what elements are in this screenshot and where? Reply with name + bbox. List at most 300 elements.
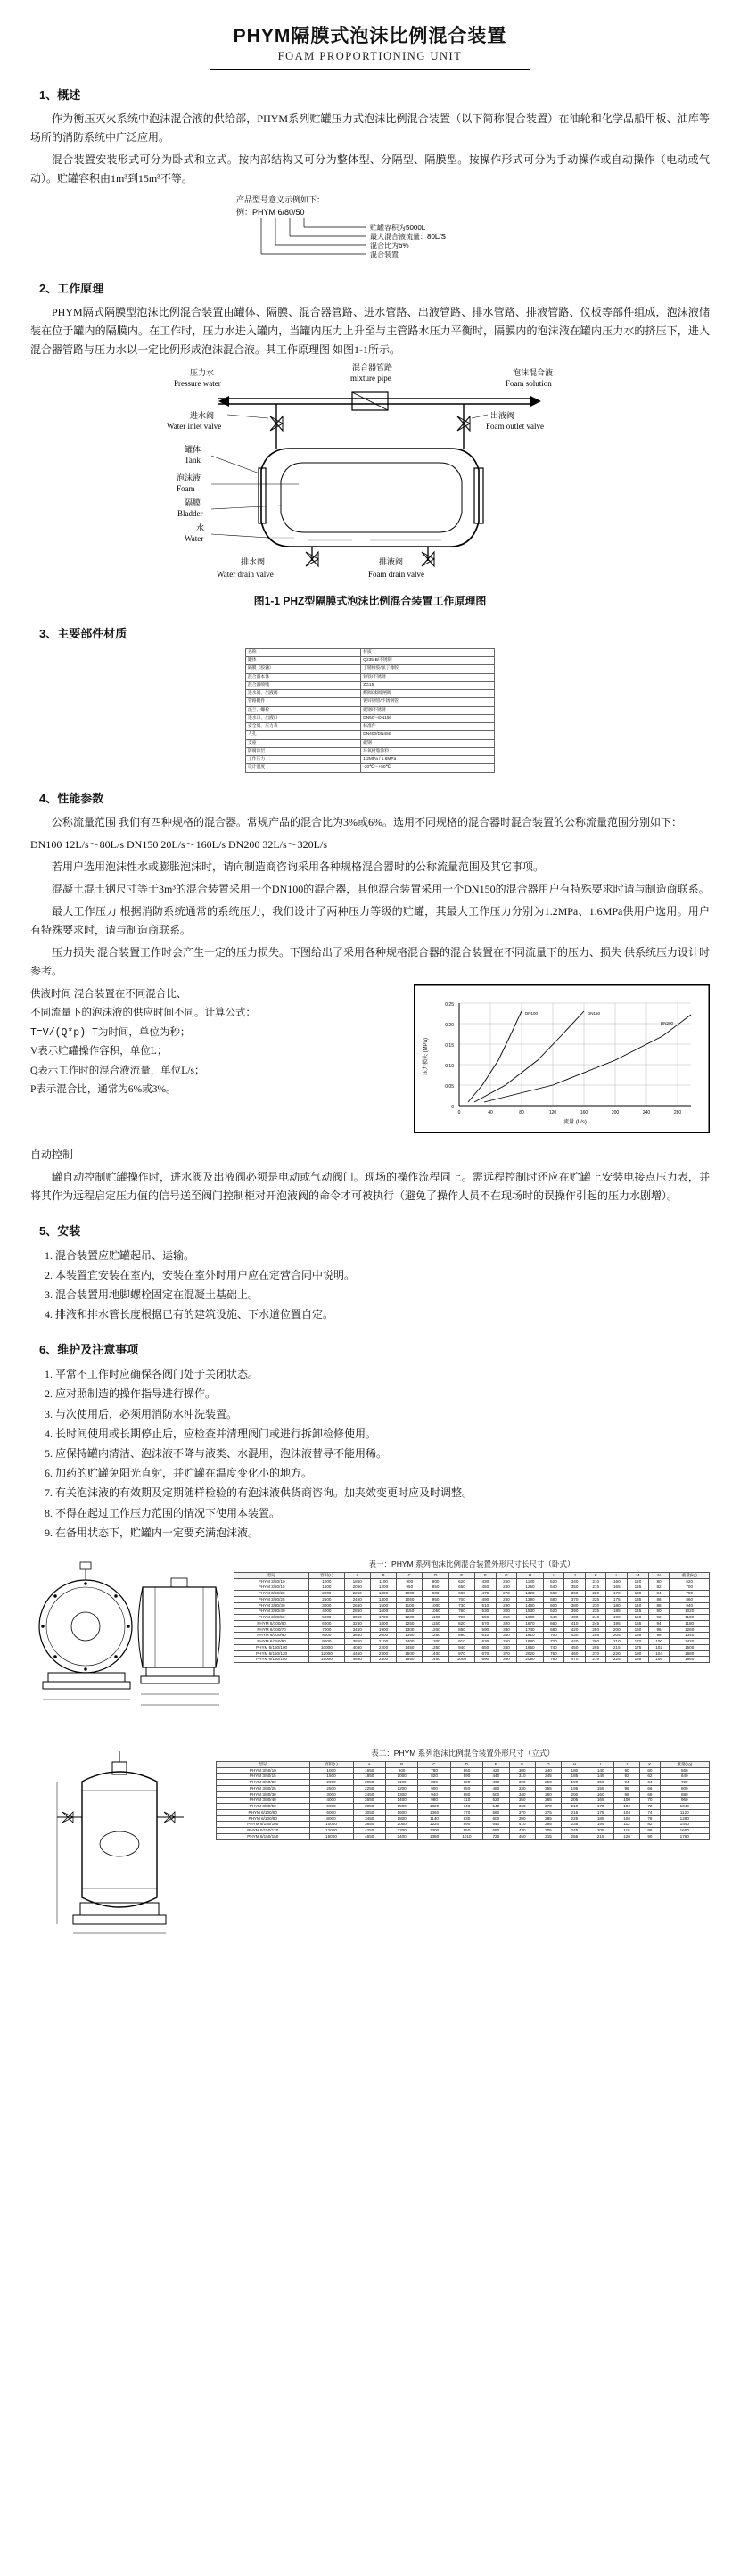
table-cell: 4850	[344, 1657, 370, 1663]
table-cell: 1800	[385, 1815, 417, 1822]
overview-paragraph-1: 作为衡压灭火系统中泡沫混合液的供给部，PHYM系列贮罐压力式泡沫比例混合装置（以下简称混合装置）在油轮和化学品船甲板、油库等场所的消防系统中广泛应用。	[30, 112, 710, 144]
table-cell: 1700	[370, 1615, 396, 1621]
table-cell: 3450	[353, 1815, 385, 1822]
table2-caption: 表二：PHYM 系列泡沫比例混合装置外形尺寸（立式）	[371, 1748, 555, 1757]
table-cell: 195	[606, 1620, 628, 1626]
table-cell: 1000	[385, 1774, 417, 1780]
table-cell: 145	[628, 1609, 649, 1615]
table-cell: 570	[475, 1620, 497, 1626]
table-row	[234, 1602, 710, 1609]
table-cell: 1800	[370, 1620, 396, 1626]
table-cell: PHYM 6/150/90	[234, 1639, 309, 1645]
material-row	[246, 681, 495, 689]
model-code-line-4: 混合装置	[370, 251, 399, 259]
table-cell: 170	[606, 1591, 628, 1597]
table-cell: 265	[535, 1798, 561, 1804]
supply-line-3: V表示贮罐操作容积，单位L；	[30, 1046, 168, 1058]
table-cell: 140	[588, 1767, 613, 1774]
table-cell: 1000	[448, 1657, 474, 1663]
table-cell: 2400	[370, 1657, 396, 1663]
supply-line-4: Q表示工作时的混合液流量，单位L/s；	[30, 1065, 205, 1076]
table-cell: 720	[483, 1833, 509, 1839]
label-bladder-zh: 隔膜	[185, 498, 201, 507]
table-cell: 175	[588, 1809, 613, 1815]
legend-dn100: DN100	[525, 1010, 539, 1016]
table-cell: 720	[660, 1780, 709, 1786]
table-row	[217, 1804, 710, 1810]
table-row	[234, 1644, 710, 1650]
table-cell: 116	[613, 1828, 639, 1834]
table-cell: 1450	[397, 1644, 423, 1650]
table-header-cell: 容积(L)	[309, 1761, 353, 1767]
table-cell: 290	[496, 1602, 517, 1609]
material-table-wrap	[30, 648, 710, 773]
table-cell: 420	[564, 1626, 586, 1633]
svg-text:80: 80	[519, 1109, 524, 1115]
table-header-cell: J	[564, 1572, 586, 1578]
table-cell: 185	[606, 1609, 628, 1615]
section-heading-principle: 2、工作原理	[39, 282, 104, 295]
table-cell: 680	[483, 1828, 509, 1834]
material-table	[245, 648, 495, 773]
table-cell: 1900	[370, 1626, 396, 1633]
table-cell: 350	[564, 1584, 586, 1591]
table-cell: 15000	[309, 1657, 344, 1663]
label-water-en: Water	[185, 534, 204, 543]
table-cell: 2850	[344, 1609, 370, 1615]
table-cell: 92	[648, 1615, 670, 1621]
table-cell: 1000	[309, 1578, 344, 1584]
maintain-list-item: 2. 应对照制造的操作指导进行操作。	[55, 1384, 710, 1403]
material-cell: 标准件	[361, 723, 495, 731]
table-cell: 2000	[370, 1633, 396, 1639]
principle-diagram	[30, 363, 710, 586]
table-cell: 560	[660, 1767, 709, 1774]
maintain-list-item: 5. 应保持罐内清洁、泡沫液不降与液类、水混用，泡沫液替导不能用稀。	[55, 1444, 710, 1463]
table-cell: 760	[543, 1650, 564, 1657]
svg-text:0: 0	[457, 1109, 461, 1115]
label-outlet-en: Foam outlet valve	[486, 422, 544, 431]
table-cell: 106	[648, 1657, 670, 1663]
table-cell: 350	[509, 1798, 535, 1804]
table-cell: 270	[585, 1650, 606, 1657]
material-cell: -20℃～+50℃	[361, 764, 495, 772]
table-cell: 2050	[344, 1584, 370, 1591]
label-foam-solution-zh: 泡沫混合液	[513, 368, 554, 377]
table-cell: 1390	[517, 1596, 543, 1602]
table-cell: 8000	[309, 1815, 353, 1822]
table-header-cell: F	[475, 1572, 497, 1578]
table-cell: PHYM 6/100/70	[234, 1626, 309, 1633]
label-foam-solution-en: Foam solution	[506, 379, 552, 388]
label-foam-drain-en: Foam drain valve	[368, 570, 424, 579]
table-cell: 1500	[309, 1584, 344, 1591]
table-cell: 580	[543, 1596, 564, 1602]
section-heading-install: 5、安装	[39, 1223, 81, 1238]
table-cell: 180	[628, 1650, 649, 1657]
table-header-cell: N	[648, 1572, 670, 1578]
table-row	[234, 1591, 710, 1597]
table-cell: 340	[496, 1633, 517, 1639]
table-cell: 560	[543, 1591, 564, 1597]
vertical-tank-row	[30, 1746, 710, 1951]
table-cell: 670	[475, 1650, 497, 1657]
table-cell: 1850	[353, 1774, 385, 1780]
table-cell: 1100	[423, 1615, 448, 1621]
table-cell: 390	[564, 1609, 586, 1615]
table-cell: 165	[588, 1798, 613, 1804]
page-title: PHYM隔膜式泡沫比例混合装置	[233, 26, 507, 46]
vertical-tank-drawing	[30, 1746, 209, 1951]
table-cell: 112	[613, 1822, 639, 1828]
table-cell: 1250	[423, 1633, 448, 1639]
table-header-cell: J	[613, 1761, 639, 1767]
table-cell: 760	[448, 1609, 474, 1615]
table-cell: 2500	[309, 1785, 353, 1791]
table-cell: 820	[448, 1620, 474, 1626]
table-cell: 190	[562, 1780, 588, 1786]
label-inlet-en: Water inlet valve	[167, 422, 222, 431]
table-cell: 150	[588, 1780, 613, 1786]
table2-block	[216, 1746, 710, 1840]
table-cell: 86	[648, 1596, 670, 1602]
maintain-list-item: 1. 平常不工作时应确保各阀门处于关闭状态。	[55, 1364, 710, 1384]
material-cell: 进水口、出液口	[246, 714, 361, 722]
model-code-heading1: 产品型号意义示例如下：	[236, 195, 325, 204]
table-cell: 255	[562, 1833, 588, 1839]
table-cell: PHYM 3/50/15	[234, 1584, 309, 1591]
table-cell: 2050	[353, 1780, 385, 1786]
table-cell: 1150	[397, 1609, 423, 1615]
table-cell: 950	[450, 1828, 482, 1834]
table-cell: 210	[606, 1639, 628, 1645]
table-cell: 620	[670, 1578, 710, 1584]
material-row	[246, 698, 495, 706]
material-cell: 管路附件	[246, 698, 361, 706]
material-cell: 丁腈橡胶/氯丁橡胶	[361, 665, 495, 673]
table-cell: 1440	[660, 1822, 709, 1828]
table-row	[217, 1833, 710, 1839]
table-cell: 250	[496, 1578, 517, 1584]
table-cell: 102	[613, 1804, 639, 1810]
table-cell: 700	[670, 1584, 710, 1591]
table-cell: 4450	[344, 1650, 370, 1657]
table-header-cell: 型号	[217, 1761, 310, 1767]
table-cell: 1180	[517, 1578, 543, 1584]
table-header-cell: D	[450, 1761, 482, 1767]
table-cell: 960	[660, 1798, 709, 1804]
table-cell: 270	[496, 1591, 517, 1597]
table-cell: 1040	[660, 1804, 709, 1810]
label-water-drain-en: Water drain valve	[217, 570, 274, 579]
table1-caption: 表一：PHYM 系列泡沫比例混合装置外形尺寸长尺寸（卧式）	[368, 1559, 575, 1568]
table-cell: 200	[562, 1791, 588, 1798]
performance-paragraph-5: 压力损失 混合装置工作时会产生一定的压力损失。下图给出了采用各种规格混合器的混合装置在不同流量下的压力、损失 供系统压力设计时参考。	[30, 945, 711, 977]
table-cell: 1600	[370, 1609, 396, 1615]
table-cell: 205	[588, 1828, 613, 1834]
table-cell: 630	[475, 1639, 497, 1645]
table-cell: 150	[628, 1615, 649, 1621]
table-cell: 100	[648, 1639, 670, 1645]
table-cell: 1500	[397, 1650, 423, 1657]
material-cell: 环氧树脂涂料	[361, 747, 495, 755]
table-cell: PHYM 6/150/150	[217, 1833, 310, 1839]
performance-paragraph-2: 若用户选用泡沫性水或膨胀泡沫时，请向制造商咨询采用各种规格混合器时的公称流量范围及其它事项。	[52, 860, 545, 873]
table-cell: 1600	[517, 1615, 543, 1621]
material-cell: 镀锌钢管/不锈钢管	[361, 698, 495, 706]
table-cell: 195	[588, 1822, 613, 1828]
table-cell: 350	[496, 1639, 517, 1645]
table-cell: 900	[418, 1785, 450, 1791]
maintain-list-item: 9. 在备用状态下，贮罐内一定要充满泡沫液。	[55, 1523, 710, 1543]
table-cell: 190	[606, 1615, 628, 1621]
table-cell: 72	[640, 1804, 660, 1810]
table-cell: 4000	[309, 1609, 344, 1615]
table-cell: 330	[496, 1626, 517, 1633]
material-cell: 支座	[246, 739, 361, 747]
table-cell: 96	[613, 1785, 639, 1791]
install-list-item: 1. 混合装置应贮罐起吊、运输。	[55, 1246, 710, 1265]
table-cell: 315	[535, 1833, 561, 1839]
supply-line-5: P表示混合比，通常为6%或3%。	[30, 1084, 177, 1096]
pressure-loss-chart	[414, 984, 710, 1133]
table-cell: 1810	[517, 1633, 543, 1639]
table-cell: 1280	[660, 1815, 709, 1822]
table-cell: 98	[648, 1633, 670, 1639]
table-cell: 250	[535, 1780, 561, 1786]
table-cell: 1050	[397, 1596, 423, 1602]
material-cell: DN50～DN150	[361, 714, 495, 722]
table-cell: 500	[483, 1791, 509, 1798]
table-cell: 170	[628, 1639, 649, 1645]
material-cell: 安全阀、压力表	[246, 723, 361, 731]
table-cell: 690	[475, 1657, 497, 1663]
table-cell: 220	[585, 1591, 606, 1597]
table-cell: PHYM 6/100/60	[234, 1620, 309, 1626]
table-cell: 1500	[385, 1804, 417, 1810]
table-cell: 68	[640, 1791, 660, 1798]
table-cell: PHYM 6/150/120	[217, 1828, 310, 1834]
model-code-line-3: 混合比为6%	[370, 242, 409, 250]
table-row	[217, 1828, 710, 1834]
title-divider	[210, 69, 530, 70]
table-cell: 950	[397, 1584, 423, 1591]
label-tank-en: Tank	[185, 456, 201, 465]
table-cell: 210	[562, 1804, 588, 1810]
table-cell: 600	[483, 1815, 509, 1822]
table-cell: 255	[535, 1785, 561, 1791]
table-cell: 770	[450, 1809, 482, 1815]
table-cell: 1740	[517, 1626, 543, 1633]
table-cell: 540	[483, 1804, 509, 1810]
material-cell: 法兰、螺栓	[246, 706, 361, 714]
table-cell: 520	[483, 1798, 509, 1804]
table-cell: 215	[588, 1833, 613, 1839]
table-header-cell: M	[628, 1572, 649, 1578]
material-cell: 混合器喷嘴	[246, 681, 361, 689]
table-cell: 1860	[670, 1657, 710, 1663]
table-cell: 1100	[397, 1602, 423, 1609]
table-cell: 1200	[385, 1785, 417, 1791]
table-cell: 460	[483, 1780, 509, 1786]
table-cell: 450	[475, 1584, 497, 1591]
table-cell: 470	[475, 1591, 497, 1597]
table-cell: 1260	[670, 1626, 710, 1633]
table-cell: 3050	[353, 1809, 385, 1815]
table-cell: 2200	[370, 1644, 396, 1650]
table-cell: 850	[448, 1626, 474, 1633]
table-cell: 390	[509, 1815, 535, 1822]
supply-text-block	[30, 984, 351, 1101]
table-header-cell: 重量(kg)	[660, 1761, 709, 1767]
table-cell: 170	[588, 1804, 613, 1810]
table-cell: 1850	[344, 1578, 370, 1584]
table-cell: 160	[588, 1791, 613, 1798]
table-cell: PHYM 3/80/40	[234, 1609, 309, 1615]
model-code-line-1: 贮罐容积为5000L	[370, 224, 426, 232]
table-cell: 90	[613, 1767, 639, 1774]
table-cell: 9000	[309, 1639, 344, 1645]
table-cell: 650	[450, 1785, 482, 1791]
supply-title: 供液时间 混合装置在不同混合比、	[30, 988, 187, 1000]
table-cell: 780	[543, 1657, 564, 1663]
table-cell: 70	[640, 1798, 660, 1804]
table-cell: 245	[585, 1620, 606, 1626]
table-cell: PHYM 3/80/40	[217, 1798, 310, 1804]
table-header-cell: L	[606, 1572, 628, 1578]
table-cell: 1400	[370, 1596, 396, 1602]
material-cell: 名称	[246, 649, 361, 657]
chart-ylabel: 压力损失 (MPa)	[423, 1037, 429, 1075]
table-cell: 3250	[344, 1620, 370, 1626]
maintain-list-item: 8. 不得在起过工作压力范围的情况下使用本装置。	[55, 1503, 710, 1523]
svg-text:0.15: 0.15	[445, 1042, 454, 1049]
table-header-cell: 容积(L)	[309, 1572, 344, 1578]
install-list-item: 4. 排液和排水管长度根据已有的建筑设施、下水道位置自定。	[55, 1304, 710, 1324]
material-cell: 蝶阀/球阀/闸阀	[361, 690, 495, 698]
table-cell: 1100	[370, 1578, 396, 1584]
table-cell: PHYM 3/80/30	[217, 1791, 310, 1798]
table-cell: 3000	[309, 1791, 353, 1798]
table-cell: 650	[475, 1644, 497, 1650]
table-header-cell: F	[509, 1761, 535, 1767]
table-cell: 285	[535, 1815, 561, 1822]
table-cell: 102	[648, 1644, 670, 1650]
table-cell: 1140	[418, 1815, 450, 1822]
label-foam-zh: 泡沫液	[177, 473, 201, 482]
table-cell: 430	[475, 1578, 497, 1584]
table-cell: 370	[496, 1650, 517, 1657]
table-cell: 7000	[309, 1626, 344, 1633]
table-row	[234, 1620, 710, 1626]
table-cell: 98	[613, 1791, 639, 1798]
table-cell: PHYM 3/50/20	[234, 1591, 309, 1597]
table-row	[234, 1578, 710, 1584]
auto-control-title: 自动控制	[30, 1148, 74, 1161]
table-cell: 620	[543, 1609, 564, 1615]
table-cell: 320	[496, 1620, 517, 1626]
table-cell: 15000	[309, 1833, 353, 1839]
table-cell: 530	[475, 1609, 497, 1615]
table-cell: 82	[648, 1584, 670, 1591]
maintain-list-item: 4. 长时间使用或长期停止后，应检查并清理阀门或进行拆卸检修使用。	[55, 1424, 710, 1444]
table-cell: 2650	[353, 1798, 385, 1804]
table-cell: 80	[648, 1578, 670, 1584]
table-cell: 3850	[344, 1639, 370, 1645]
table-cell: 1020	[670, 1609, 710, 1615]
table-cell: 185	[562, 1774, 588, 1780]
table-cell: 2450	[353, 1791, 385, 1798]
svg-text:160: 160	[580, 1109, 588, 1115]
table-cell: 1460	[517, 1602, 543, 1609]
table-cell: 74	[640, 1809, 660, 1815]
material-row	[246, 756, 495, 764]
svg-text:280: 280	[673, 1109, 682, 1115]
table-cell: 210	[585, 1578, 606, 1584]
table-cell: PHYM 3/80/25	[217, 1785, 310, 1791]
table-cell: 720	[543, 1639, 564, 1645]
table-cell: 195	[562, 1785, 588, 1791]
maintain-list-item: 3. 与次使用后，必须用消防水冲洗装置。	[55, 1404, 710, 1424]
table-cell: 1600	[660, 1828, 709, 1834]
table-cell: 1600	[385, 1809, 417, 1815]
table-cell: 104	[613, 1809, 639, 1815]
table-cell: 1420	[670, 1639, 710, 1645]
table-cell: 300	[496, 1609, 517, 1615]
table-cell: 900	[385, 1767, 417, 1774]
table-cell: 860	[670, 1596, 710, 1602]
table-cell: 860	[418, 1780, 450, 1786]
table-cell: 1180	[670, 1620, 710, 1626]
table-row	[217, 1791, 710, 1798]
material-row	[246, 665, 495, 673]
table-cell: 255	[585, 1633, 606, 1639]
table-cell: 12000	[309, 1650, 344, 1657]
table-header-cell: H	[562, 1761, 588, 1767]
table-header-cell: E	[483, 1761, 509, 1767]
table-cell: 410	[564, 1620, 586, 1626]
table-header-cell: D	[423, 1572, 448, 1578]
material-row	[246, 657, 495, 665]
table-row	[217, 1780, 710, 1786]
label-mixer-en: mixture pipe	[350, 374, 391, 383]
table-cell: 2200	[385, 1828, 417, 1834]
table-cell: 510	[475, 1602, 497, 1609]
table-cell: 66	[640, 1785, 660, 1791]
material-row	[246, 764, 495, 772]
table-cell: 910	[448, 1639, 474, 1645]
horizontal-tank-drawing	[30, 1557, 226, 1726]
table-cell: 590	[450, 1774, 482, 1780]
table-cell: 850	[423, 1584, 448, 1591]
table-cell: 265	[585, 1644, 606, 1650]
table-cell: 330	[509, 1785, 535, 1791]
table-cell: 900	[423, 1591, 448, 1597]
table1-block	[234, 1557, 710, 1663]
table-cell: 3050	[344, 1615, 370, 1621]
table-cell: 460	[564, 1650, 586, 1657]
table-cell: 90	[648, 1609, 670, 1615]
table-cell: 1100	[385, 1780, 417, 1786]
table-cell: 970	[448, 1650, 474, 1657]
table-header-cell: G	[535, 1761, 561, 1767]
table-cell: 800	[660, 1785, 709, 1791]
table-cell: 1010	[450, 1833, 482, 1839]
table-cell: 64	[640, 1780, 660, 1786]
legend-dn200: DN200	[661, 1020, 674, 1025]
section-heading-performance: 4、性能参数	[39, 791, 104, 805]
table-cell: 3450	[344, 1626, 370, 1633]
